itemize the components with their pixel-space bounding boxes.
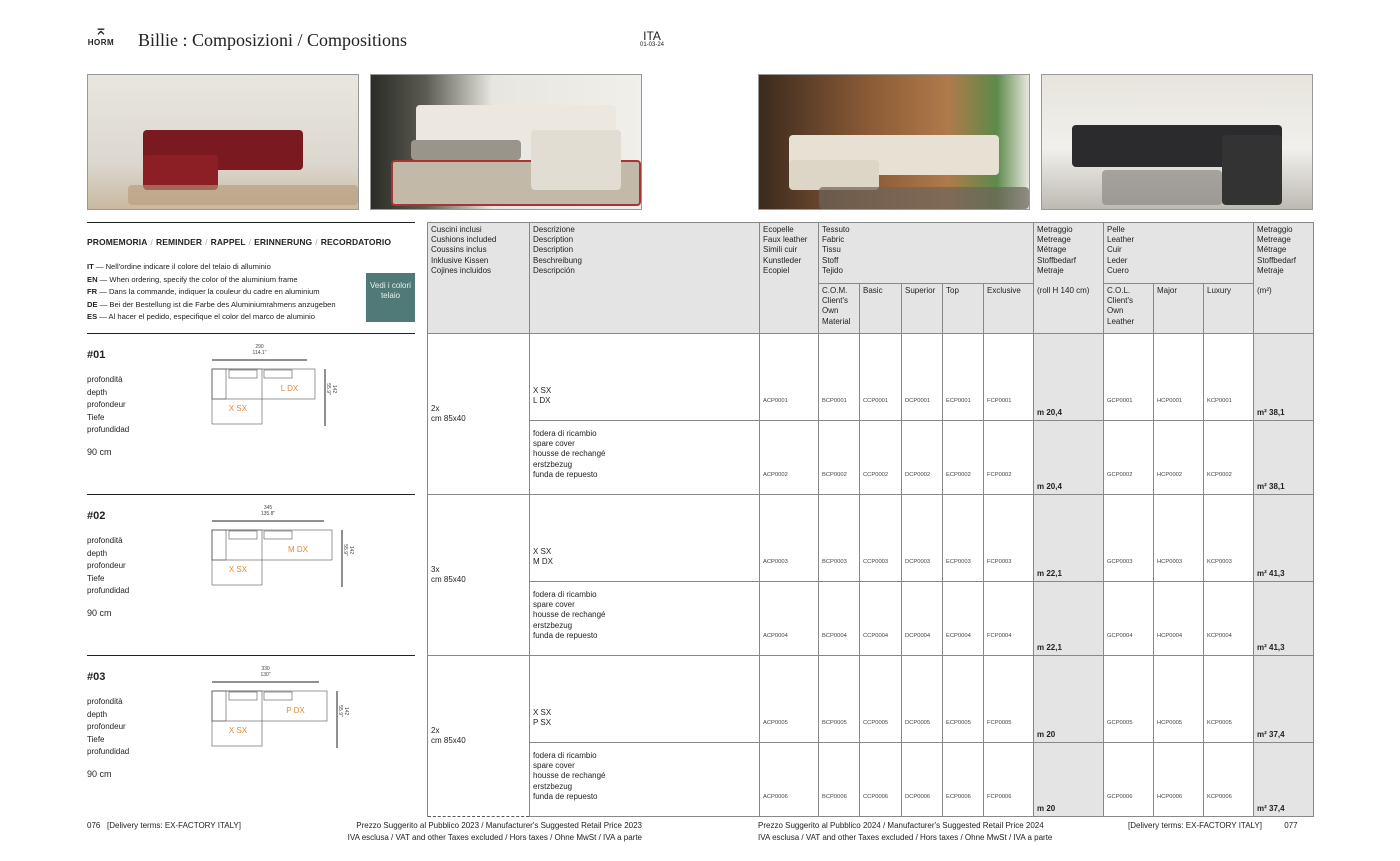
product-code: ACP0006 — [760, 743, 819, 817]
depth-in: 55.9" — [342, 544, 348, 556]
leather-code: GCP0006 — [1104, 743, 1154, 817]
leather-metreage: m² 37,4 — [1254, 743, 1314, 817]
depth-value: 90 cm — [87, 769, 112, 779]
seat-right-label: P DX — [286, 706, 305, 715]
delivery-terms: [Delivery terms: EX-FACTORY ITALY] — [1128, 821, 1262, 830]
table-row — [428, 582, 1314, 656]
subheader-com: C.O.M. Client's Own Material — [819, 284, 860, 334]
fabric-metreage: m 20 — [1034, 656, 1104, 743]
seat-right-label: L DX — [280, 384, 299, 393]
width-in: 114.1" — [252, 350, 267, 356]
leather-code: KCP0003 — [1204, 495, 1254, 582]
seat-left-label: X SX — [228, 404, 248, 413]
product-code: FCP0004 — [984, 582, 1034, 656]
product-code: ACP0003 — [760, 495, 819, 582]
photo-white-sofa — [370, 74, 642, 210]
leather-metreage: m² 38,1 — [1254, 334, 1314, 421]
page-number-right: 077 — [1284, 821, 1298, 830]
leather-code: HCP0006 — [1154, 743, 1204, 817]
page-title: Billie : Composizioni / Compositions — [138, 30, 408, 50]
reminder-line: IT — Nell'ordine indicare il colore del telaio di alluminio — [87, 262, 271, 271]
description-cell: fodera di ricambio spare cover housse de rechangé erstzbezug funda de repuesto — [530, 582, 760, 656]
footer-price-2023: Prezzo Suggerito al Pubblico 2023 / Manufacturer's Suggested Retail Price 2023 IVA esclusa / VAT and other Taxes excluded / Hors taxes / Ohne MwSt / IVA a parte — [347, 821, 642, 842]
width-cm: 290 — [255, 344, 264, 350]
depth-in: 55.9" — [337, 705, 343, 717]
product-code: DCP0004 — [902, 582, 943, 656]
product-code: CCP0005 — [860, 656, 902, 743]
leather-code: HCP0002 — [1154, 421, 1204, 495]
photo-red-sofa — [87, 74, 359, 210]
product-code: FCP0001 — [984, 334, 1034, 421]
product-code: DCP0006 — [902, 743, 943, 817]
depth-value: 90 cm — [87, 447, 112, 457]
reminder-line: EN — When ordering, specify the color of the aluminium frame — [87, 274, 298, 284]
composition-3 — [87, 655, 415, 816]
product-code: ACP0002 — [760, 421, 819, 495]
product-code: ACP0001 — [760, 334, 819, 421]
sofa-plan-diagram — [202, 666, 349, 756]
fabric-metreage: m 20 — [1034, 743, 1104, 817]
leather-code: HCP0004 — [1154, 582, 1204, 656]
depth-cm: 142 — [348, 545, 354, 555]
composition-number: #03 — [87, 671, 106, 683]
product-code: DCP0005 — [902, 656, 943, 743]
photo-beige-sofa — [758, 74, 1030, 210]
subheader-roll: (roll H 140 cm) — [1034, 284, 1104, 334]
delivery-terms: [Delivery terms: EX-FACTORY ITALY] — [107, 821, 241, 830]
leather-code: GCP0005 — [1104, 656, 1154, 743]
product-code: CCP0003 — [860, 495, 902, 582]
header-fabric: Tessuto Fabric Tissu Stoff Tejido — [819, 223, 1034, 284]
header-leather: Pelle Leather Cuir Leder Cuero — [1104, 223, 1254, 284]
leather-code: KCP0002 — [1204, 421, 1254, 495]
product-code: ECP0002 — [943, 421, 984, 495]
fabric-metreage: m 22,1 — [1034, 495, 1104, 582]
leather-code: KCP0004 — [1204, 582, 1254, 656]
product-code: ECP0001 — [943, 334, 984, 421]
header-metreage-fabric: Metraggio Metreage Métrage Stoffbedarf Metraje — [1034, 223, 1104, 284]
description-cell: fodera di ricambio spare cover housse de rechangé erstzbezug funda de repuesto — [530, 421, 760, 495]
composition-number: #01 — [87, 349, 106, 361]
header-description: Descrizione Description Description Beschreibung Descripción — [530, 223, 760, 334]
seat-left-label: X SX — [228, 565, 248, 574]
width-cm: 330 — [261, 666, 270, 672]
description-cell: fodera di ricambio spare cover housse de rechangé erstzbezug funda de repuesto — [530, 743, 760, 817]
product-code: ECP0005 — [943, 656, 984, 743]
language-code: ITA — [643, 29, 661, 43]
composition-2 — [87, 494, 415, 655]
product-code: BCP0006 — [819, 743, 860, 817]
cushions-cell: 2x cm 85x40 — [428, 656, 530, 817]
sofa-plan-diagram — [202, 344, 342, 434]
fabric-metreage: m 22,1 — [1034, 582, 1104, 656]
leather-code: GCP0004 — [1104, 582, 1154, 656]
product-code: ECP0003 — [943, 495, 984, 582]
description-cell: X SX P SX — [530, 656, 760, 743]
photo-black-sofa — [1041, 74, 1313, 210]
leather-code: KCP0001 — [1204, 334, 1254, 421]
product-code: BCP0005 — [819, 656, 860, 743]
product-code: CCP0001 — [860, 334, 902, 421]
subheader-basic: Basic — [860, 284, 902, 334]
description-cell: X SX L DX — [530, 334, 760, 421]
header-metreage-leather: Metraggio Metreage Métrage Stoffbedarf Metraje — [1254, 223, 1314, 284]
fabric-metreage: m 20,4 — [1034, 334, 1104, 421]
view-frame-colors-button[interactable]: Vedi i colori telaio — [366, 273, 415, 322]
depth-cm: 142 — [331, 384, 337, 394]
table-row — [428, 421, 1314, 495]
depth-labels: profondità depth profondeur Tiefe profundidad — [87, 536, 130, 596]
product-code: ACP0004 — [760, 582, 819, 656]
reminder-panel — [87, 222, 415, 324]
depth-labels: profondità depth profondeur Tiefe profundidad — [87, 697, 130, 757]
leather-code: HCP0005 — [1154, 656, 1204, 743]
composition-number: #02 — [87, 510, 106, 522]
composition-1 — [87, 333, 415, 494]
product-code: CCP0006 — [860, 743, 902, 817]
product-code: ECP0006 — [943, 743, 984, 817]
sofa-plan-diagram — [202, 505, 354, 595]
leather-code: KCP0005 — [1204, 656, 1254, 743]
leather-metreage: m² 37,4 — [1254, 656, 1314, 743]
depth-in: 55.9" — [325, 383, 331, 395]
footer-left — [87, 820, 241, 832]
product-code: FCP0002 — [984, 421, 1034, 495]
page-number-left: 076 — [87, 821, 101, 830]
reminder-line: FR — Dans la commande, indiquer la couleur du cadre en aluminium — [87, 287, 320, 296]
reminder-line: ES — Al hacer el pedido, especifique el color del marco de aluminio — [87, 312, 315, 321]
leather-code: GCP0002 — [1104, 421, 1154, 495]
language-badge — [640, 30, 664, 48]
table-row — [428, 495, 1314, 582]
product-code: DCP0003 — [902, 495, 943, 582]
subheader-col: C.O.L. Client's Own Leather — [1104, 284, 1154, 334]
leather-code: KCP0006 — [1204, 743, 1254, 817]
table-row — [428, 656, 1314, 743]
seat-right-label: M DX — [288, 545, 308, 554]
product-code: DCP0001 — [902, 334, 943, 421]
depth-cm: 142 — [343, 706, 349, 716]
leather-metreage: m² 38,1 — [1254, 421, 1314, 495]
width-cm: 345 — [263, 505, 273, 511]
product-code: FCP0006 — [984, 743, 1034, 817]
header-cushions: Cuscini inclusi Cushions included Coussins inclus Inklusive Kissen Cojines incluidos — [428, 223, 530, 334]
leather-code: GCP0003 — [1104, 495, 1154, 582]
header-faux-leather: Ecopelle Faux leather Simili cuir Kunstleder Ecopiel — [760, 223, 819, 334]
product-code: ECP0004 — [943, 582, 984, 656]
product-code: CCP0004 — [860, 582, 902, 656]
cushions-cell: 3x cm 85x40 — [428, 495, 530, 656]
leather-code: GCP0001 — [1104, 334, 1154, 421]
cushions-cell: 2x cm 85x40 — [428, 334, 530, 495]
leather-metreage: m² 41,3 — [1254, 495, 1314, 582]
leather-metreage: m² 41,3 — [1254, 582, 1314, 656]
leather-code: HCP0003 — [1154, 495, 1204, 582]
price-table — [427, 222, 1314, 817]
subheader-exclusive: Exclusive — [984, 284, 1034, 334]
fabric-metreage: m 20,4 — [1034, 421, 1104, 495]
footer-price-2024: Prezzo Suggerito al Pubblico 2024 / Manufacturer's Suggested Retail Price 2024 IVA esclusa / VAT and other Taxes excluded / Hors taxes / Ohne MwSt / IVA a parte — [758, 821, 1053, 842]
subheader-major: Major — [1154, 284, 1204, 334]
subheader-luxury: Luxury — [1204, 284, 1254, 334]
product-code: BCP0001 — [819, 334, 860, 421]
seat-left-label: X SX — [228, 726, 248, 735]
description-cell: X SX M DX — [530, 495, 760, 582]
product-code: BCP0003 — [819, 495, 860, 582]
edition-date: 01-03-24 — [640, 42, 665, 48]
reminder-heading: PROMEMORIA / REMINDER / RAPPEL / ERINNERUNG / RECORDATORIO — [87, 237, 392, 247]
product-code: FCP0003 — [984, 495, 1034, 582]
subheader-superior: Superior — [902, 284, 943, 334]
width-in: 135.8" — [260, 511, 276, 517]
logo-mark-icon: ⌅ — [94, 22, 108, 39]
product-code: FCP0005 — [984, 656, 1034, 743]
subheader-m2: (m²) — [1254, 284, 1314, 334]
depth-value: 90 cm — [87, 608, 112, 618]
product-code: DCP0002 — [902, 421, 943, 495]
horm-logo: ⌅ HORM — [87, 22, 115, 47]
table-row — [428, 334, 1314, 421]
leather-code: HCP0001 — [1154, 334, 1204, 421]
footer-right — [1128, 820, 1298, 832]
width-in: 130" — [260, 672, 271, 678]
product-code: BCP0002 — [819, 421, 860, 495]
product-code: BCP0004 — [819, 582, 860, 656]
product-code: ACP0005 — [760, 656, 819, 743]
subheader-top: Top — [943, 284, 984, 334]
product-code: CCP0002 — [860, 421, 902, 495]
reminder-line: DE — Bei der Bestellung ist die Farbe des Aluminiumrahmens anzugeben — [87, 299, 336, 309]
depth-labels: profondità depth profondeur Tiefe profundidad — [87, 375, 130, 435]
table-row — [428, 743, 1314, 817]
